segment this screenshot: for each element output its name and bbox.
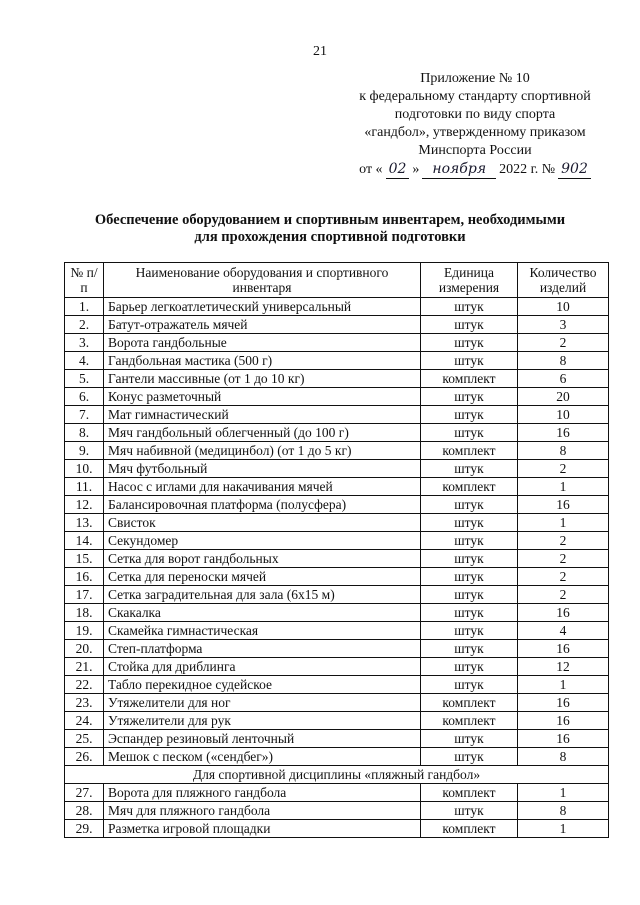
row-quantity: 16: [518, 604, 609, 622]
row-unit: штук: [421, 514, 518, 532]
table-row: [65, 550, 609, 568]
row-quantity: 8: [518, 352, 609, 370]
row-name: Мяч гандбольный облегченный (до 100 г): [104, 424, 421, 442]
row-number: 14.: [65, 532, 104, 550]
row-quantity: 16: [518, 424, 609, 442]
row-number: 26.: [65, 748, 104, 766]
row-number: 12.: [65, 496, 104, 514]
row-unit: штук: [421, 568, 518, 586]
row-name: Барьер легкоатлетический универсальный: [104, 298, 421, 316]
row-unit: комплект: [421, 820, 518, 838]
section-row: [65, 766, 609, 784]
row-name: Насос с иглами для накачивания мячей: [104, 478, 421, 496]
row-name: Сетка для переноски мячей: [104, 568, 421, 586]
row-quantity: 20: [518, 388, 609, 406]
row-quantity: 16: [518, 694, 609, 712]
row-name: Ворота для пляжного гандбола: [104, 784, 421, 802]
row-name: Батут-отражатель мячей: [104, 316, 421, 334]
row-quantity: 1: [518, 820, 609, 838]
row-unit: штук: [421, 802, 518, 820]
row-name: Секундомер: [104, 532, 421, 550]
row-number: 25.: [65, 730, 104, 748]
row-number: 10.: [65, 460, 104, 478]
order-day-handwritten: 02: [386, 160, 410, 179]
row-unit: штук: [421, 352, 518, 370]
table-row: [65, 532, 609, 550]
row-quantity: 12: [518, 658, 609, 676]
row-number: 4.: [65, 352, 104, 370]
table-row: [65, 442, 609, 460]
row-unit: комплект: [421, 478, 518, 496]
row-number: 2.: [65, 316, 104, 334]
row-name: Скакалка: [104, 604, 421, 622]
row-name: Конус разметочный: [104, 388, 421, 406]
table-row: [65, 496, 609, 514]
row-name: Сетка для ворот гандбольных: [104, 550, 421, 568]
row-name: Мешок с песком («сендбег»): [104, 748, 421, 766]
title-line-2: для прохождения спортивной подготовки: [194, 229, 466, 245]
appendix-header: [330, 70, 620, 179]
table-row: [65, 694, 609, 712]
row-number: 7.: [65, 406, 104, 424]
row-name: Мат гимнастический: [104, 406, 421, 424]
row-number: 3.: [65, 334, 104, 352]
table-row: [65, 730, 609, 748]
row-number: 19.: [65, 622, 104, 640]
row-unit: комплект: [421, 784, 518, 802]
row-quantity: 2: [518, 568, 609, 586]
table-row: [65, 676, 609, 694]
row-unit: штук: [421, 460, 518, 478]
table-row: [65, 478, 609, 496]
row-number: 17.: [65, 586, 104, 604]
table-row: [65, 586, 609, 604]
row-unit: комплект: [421, 370, 518, 388]
row-number: 9.: [65, 442, 104, 460]
title-line-1: Обеспечение оборудованием и спортивным инвентарем, необходимыми: [94, 212, 566, 228]
row-name: Ворота гандбольные: [104, 334, 421, 352]
row-quantity: 2: [518, 334, 609, 352]
table-row: [65, 784, 609, 802]
table-row: [65, 604, 609, 622]
row-quantity: 16: [518, 640, 609, 658]
row-quantity: 2: [518, 460, 609, 478]
table-row: [65, 514, 609, 532]
table-row: [65, 640, 609, 658]
appendix-line-5: Минспорта России: [418, 143, 532, 158]
row-name: Сетка заградительная для зала (6х15 м): [104, 586, 421, 604]
row-unit: штук: [421, 496, 518, 514]
row-quantity: 8: [518, 748, 609, 766]
header-qty: Количество изделий: [518, 263, 609, 298]
inventory-table: [64, 262, 609, 838]
table-row: [65, 406, 609, 424]
row-name: Скамейка гимнастическая: [104, 622, 421, 640]
order-line: [330, 160, 620, 179]
row-quantity: 3: [518, 316, 609, 334]
order-number-handwritten: 902: [558, 160, 591, 179]
table-row: [65, 388, 609, 406]
table-row: [65, 352, 609, 370]
header-unit: Единица измерения: [421, 263, 518, 298]
section-title: Для спортивной дисциплины «пляжный гандбол»: [65, 766, 609, 784]
row-number: 16.: [65, 568, 104, 586]
row-number: 22.: [65, 676, 104, 694]
row-number: 15.: [65, 550, 104, 568]
row-unit: штук: [421, 748, 518, 766]
row-quantity: 16: [518, 730, 609, 748]
row-number: 1.: [65, 298, 104, 316]
table-row: [65, 316, 609, 334]
row-name: Балансировочная платформа (полусфера): [104, 496, 421, 514]
row-number: 24.: [65, 712, 104, 730]
row-name: Табло перекидное судейское: [104, 676, 421, 694]
order-prefix: от «: [359, 162, 383, 177]
row-number: 18.: [65, 604, 104, 622]
row-name: Мяч для пляжного гандбола: [104, 802, 421, 820]
table-body: [65, 298, 609, 838]
row-name: Степ-платформа: [104, 640, 421, 658]
table-row: [65, 298, 609, 316]
row-name: Утяжелители для ног: [104, 694, 421, 712]
appendix-line-1: Приложение № 10: [420, 71, 530, 86]
row-quantity: 2: [518, 550, 609, 568]
document-title: [60, 212, 600, 246]
table-row: [65, 748, 609, 766]
order-month-handwritten: ноября: [422, 160, 496, 179]
page-number: 21: [313, 44, 327, 59]
appendix-line-2: к федеральному стандарту спортивной: [359, 89, 591, 104]
row-quantity: 2: [518, 586, 609, 604]
row-quantity: 1: [518, 478, 609, 496]
row-number: 11.: [65, 478, 104, 496]
row-unit: штук: [421, 532, 518, 550]
row-unit: комплект: [421, 712, 518, 730]
row-number: 21.: [65, 658, 104, 676]
table-header-row: [65, 263, 609, 298]
table-row: [65, 820, 609, 838]
row-unit: штук: [421, 676, 518, 694]
appendix-line-3: подготовки по виду спорта: [394, 107, 556, 122]
row-name: Свисток: [104, 514, 421, 532]
row-quantity: 6: [518, 370, 609, 388]
row-unit: штук: [421, 334, 518, 352]
table-row: [65, 712, 609, 730]
row-unit: штук: [421, 640, 518, 658]
row-unit: штук: [421, 730, 518, 748]
table-row: [65, 658, 609, 676]
row-quantity: 1: [518, 784, 609, 802]
row-unit: штук: [421, 298, 518, 316]
header-name: Наименование оборудования и спортивного инвентаря: [104, 263, 421, 298]
row-quantity: 10: [518, 298, 609, 316]
order-year: 2022 г. №: [499, 162, 556, 177]
table-row: [65, 460, 609, 478]
row-unit: штук: [421, 622, 518, 640]
row-number: 27.: [65, 784, 104, 802]
table-row: [65, 424, 609, 442]
table-row: [65, 334, 609, 352]
row-number: 20.: [65, 640, 104, 658]
row-unit: комплект: [421, 694, 518, 712]
row-quantity: 8: [518, 442, 609, 460]
row-quantity: 16: [518, 712, 609, 730]
row-quantity: 1: [518, 676, 609, 694]
row-unit: штук: [421, 604, 518, 622]
row-name: Утяжелители для рук: [104, 712, 421, 730]
table-row: [65, 802, 609, 820]
row-quantity: 1: [518, 514, 609, 532]
appendix-line-4: «гандбол», утвержденному приказом: [364, 125, 586, 140]
row-name: Мяч футбольный: [104, 460, 421, 478]
row-name: Стойка для дриблинга: [104, 658, 421, 676]
order-mid: »: [412, 162, 420, 177]
row-unit: комплект: [421, 442, 518, 460]
row-unit: штук: [421, 388, 518, 406]
row-quantity: 4: [518, 622, 609, 640]
row-name: Гантели массивные (от 1 до 10 кг): [104, 370, 421, 388]
row-number: 8.: [65, 424, 104, 442]
row-quantity: 8: [518, 802, 609, 820]
row-number: 6.: [65, 388, 104, 406]
row-name: Гандбольная мастика (500 г): [104, 352, 421, 370]
row-name: Эспандер резиновый ленточный: [104, 730, 421, 748]
table-row: [65, 568, 609, 586]
row-number: 28.: [65, 802, 104, 820]
row-unit: штук: [421, 658, 518, 676]
row-number: 29.: [65, 820, 104, 838]
header-num: № п/п: [65, 263, 104, 298]
row-name: Мяч набивной (медицинбол) (от 1 до 5 кг): [104, 442, 421, 460]
row-unit: штук: [421, 586, 518, 604]
row-name: Разметка игровой площадки: [104, 820, 421, 838]
row-unit: штук: [421, 424, 518, 442]
row-number: 13.: [65, 514, 104, 532]
row-number: 23.: [65, 694, 104, 712]
row-number: 5.: [65, 370, 104, 388]
row-unit: штук: [421, 550, 518, 568]
row-quantity: 16: [518, 496, 609, 514]
row-quantity: 10: [518, 406, 609, 424]
row-quantity: 2: [518, 532, 609, 550]
table-row: [65, 622, 609, 640]
row-unit: штук: [421, 406, 518, 424]
table-row: [65, 370, 609, 388]
row-unit: штук: [421, 316, 518, 334]
